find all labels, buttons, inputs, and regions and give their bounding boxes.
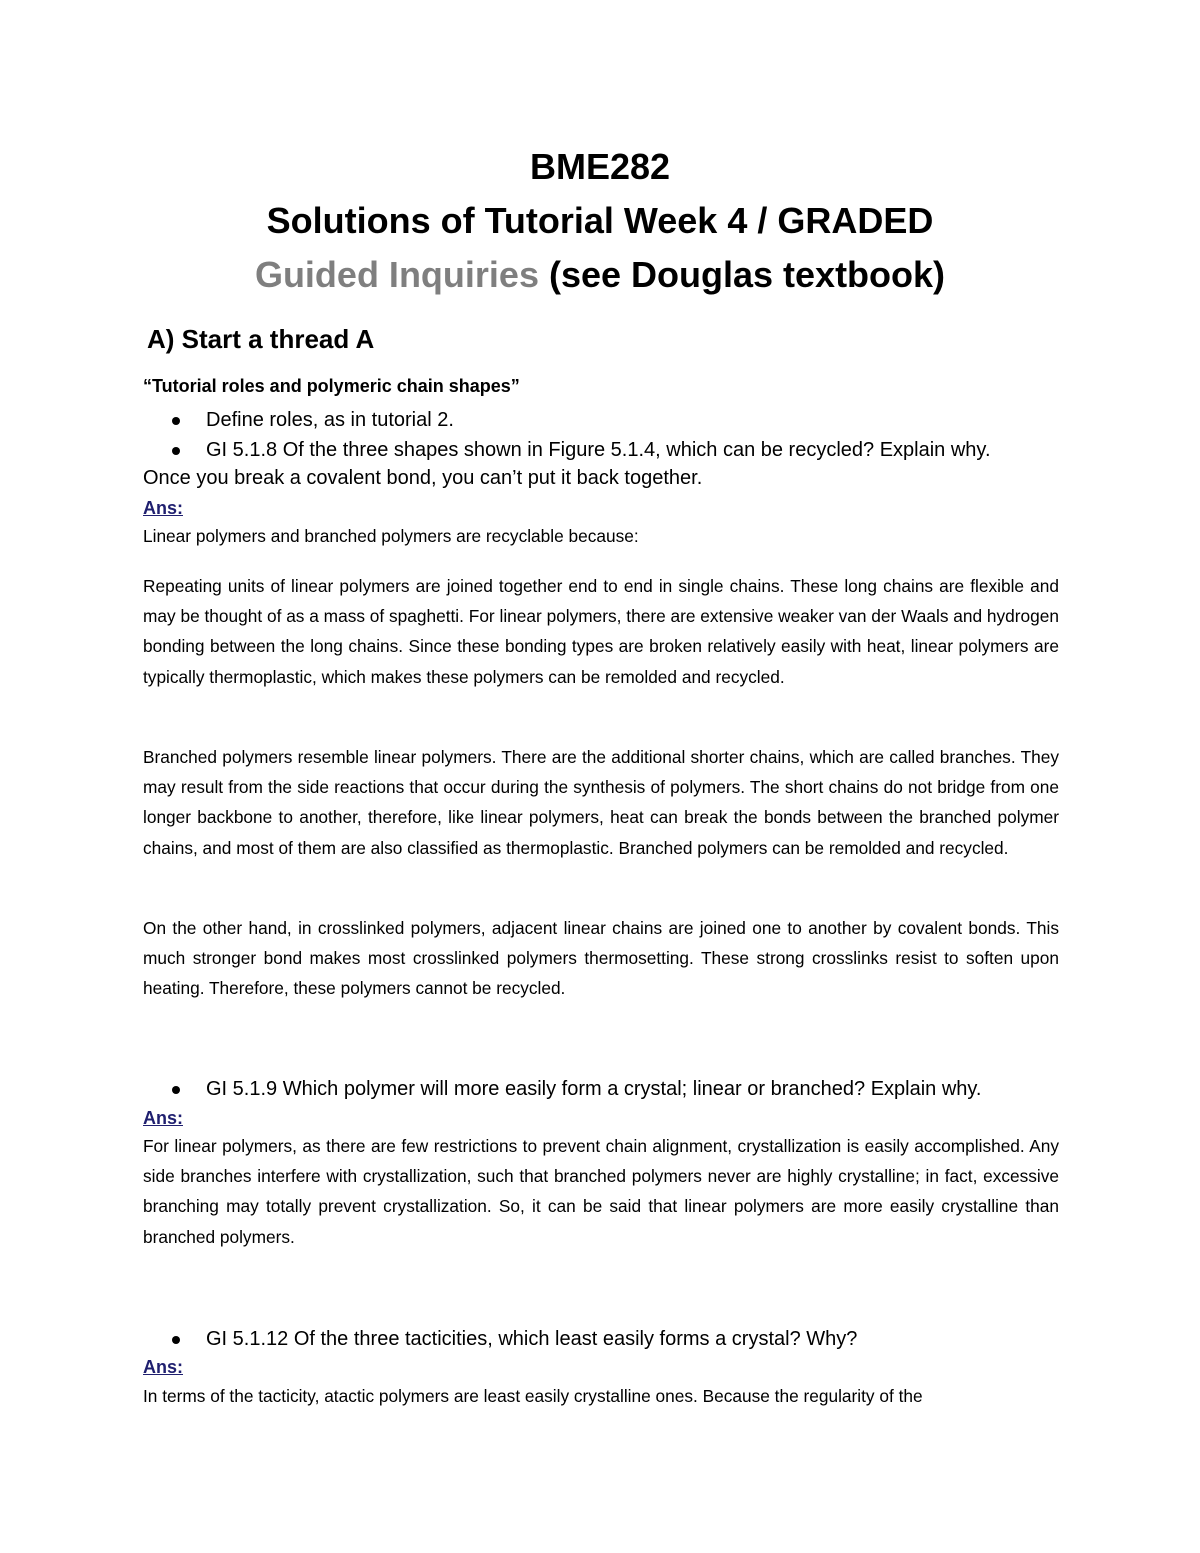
section-a-topic: “Tutorial roles and polymeric chain shapes” — [143, 376, 520, 396]
bullet-text: Define roles, as in tutorial 2. — [206, 409, 454, 431]
answer-paragraph-branched: Branched polymers resemble linear polymers. There are the additional shorter chains, which are called branches. They may result from the side reactions that occur during the synthesis of polymers. The short chains do not bridge from one longer backbone to another, therefore, like linear polymers, heat can break the bonds between the branched polymer chains, and most of them are also classified as thermoplastic. Branched polymers can be remolded and recycled. — [143, 747, 1059, 858]
bullet-text: GI 5.1.8 Of the three shapes shown in Figure 5.1.4, which can be recycled? Explain why. — [206, 439, 991, 461]
bullet-icon — [172, 1336, 180, 1344]
covalent-bond-note: Once you break a covalent bond, you can’t put it back together. — [143, 467, 703, 489]
bullet-gi-518 — [172, 439, 991, 462]
ans-label: Ans: — [143, 1108, 183, 1128]
answer-paragraph-linear: Repeating units of linear polymers are joined together end to end in single chains. These long chains are flexible and may be thought of as a mass of spaghetti. For linear polymers, there are extensive weaker van der Waals and hydrogen bonding between the long chains. Since these bonding types are broken relatively easily with heat, linear polymers are typically thermoplastic, which makes these polymers can be remolded and recycled. — [143, 576, 1059, 687]
bullet-gi-5112 — [172, 1328, 857, 1351]
answer-paragraph-crystal: For linear polymers, as there are few restrictions to prevent chain alignment, crystallization is easily accomplished. Any side branches interfere with crystallization, such that branched polymers never are highly crystalline; in fact, excessive branching may totally prevent crystallization. So, it can be said that linear polymers are more easily crystalline than branched polymers. — [143, 1136, 1059, 1247]
answer-intro: Linear polymers and branched polymers are recyclable because: — [143, 526, 639, 546]
bullet-text: GI 5.1.12 Of the three tacticities, which least easily forms a crystal? Why? — [206, 1328, 858, 1350]
title-subtitle — [0, 248, 1200, 302]
bullet-text: GI 5.1.9 Which polymer will more easily form a crystal; linear or branched? Explain why. — [206, 1078, 982, 1100]
answer-paragraph-crosslinked: On the other hand, in crosslinked polymers, adjacent linear chains are joined one to another by covalent bonds. This much stronger bond makes most crosslinked polymers thermosetting. These strong crosslinks resist to soften upon heating. Therefore, these polymers cannot be recycled. — [143, 918, 1059, 999]
document-title — [0, 140, 1200, 302]
bullet-icon — [172, 417, 180, 425]
title-guided-inquiries: Guided Inquiries — [254, 254, 539, 295]
bullet-icon — [172, 1086, 180, 1094]
section-a-heading: A) Start a thread A — [147, 324, 375, 354]
course-code: BME282 — [529, 146, 671, 187]
ans-label: Ans: — [143, 498, 183, 518]
bullet-gi-519 — [172, 1078, 981, 1101]
bullet-icon — [172, 447, 180, 455]
ans-label: Ans: — [143, 1357, 183, 1377]
title-textbook-note: (see Douglas textbook) — [538, 254, 946, 295]
answer-paragraph-tacticity: In terms of the tacticity, atactic polymers are least easily crystalline ones. Because the regularity of the — [143, 1386, 923, 1406]
title-solutions: Solutions of Tutorial Week 4 / GRADED — [266, 200, 934, 241]
bullet-define-roles — [172, 409, 454, 432]
